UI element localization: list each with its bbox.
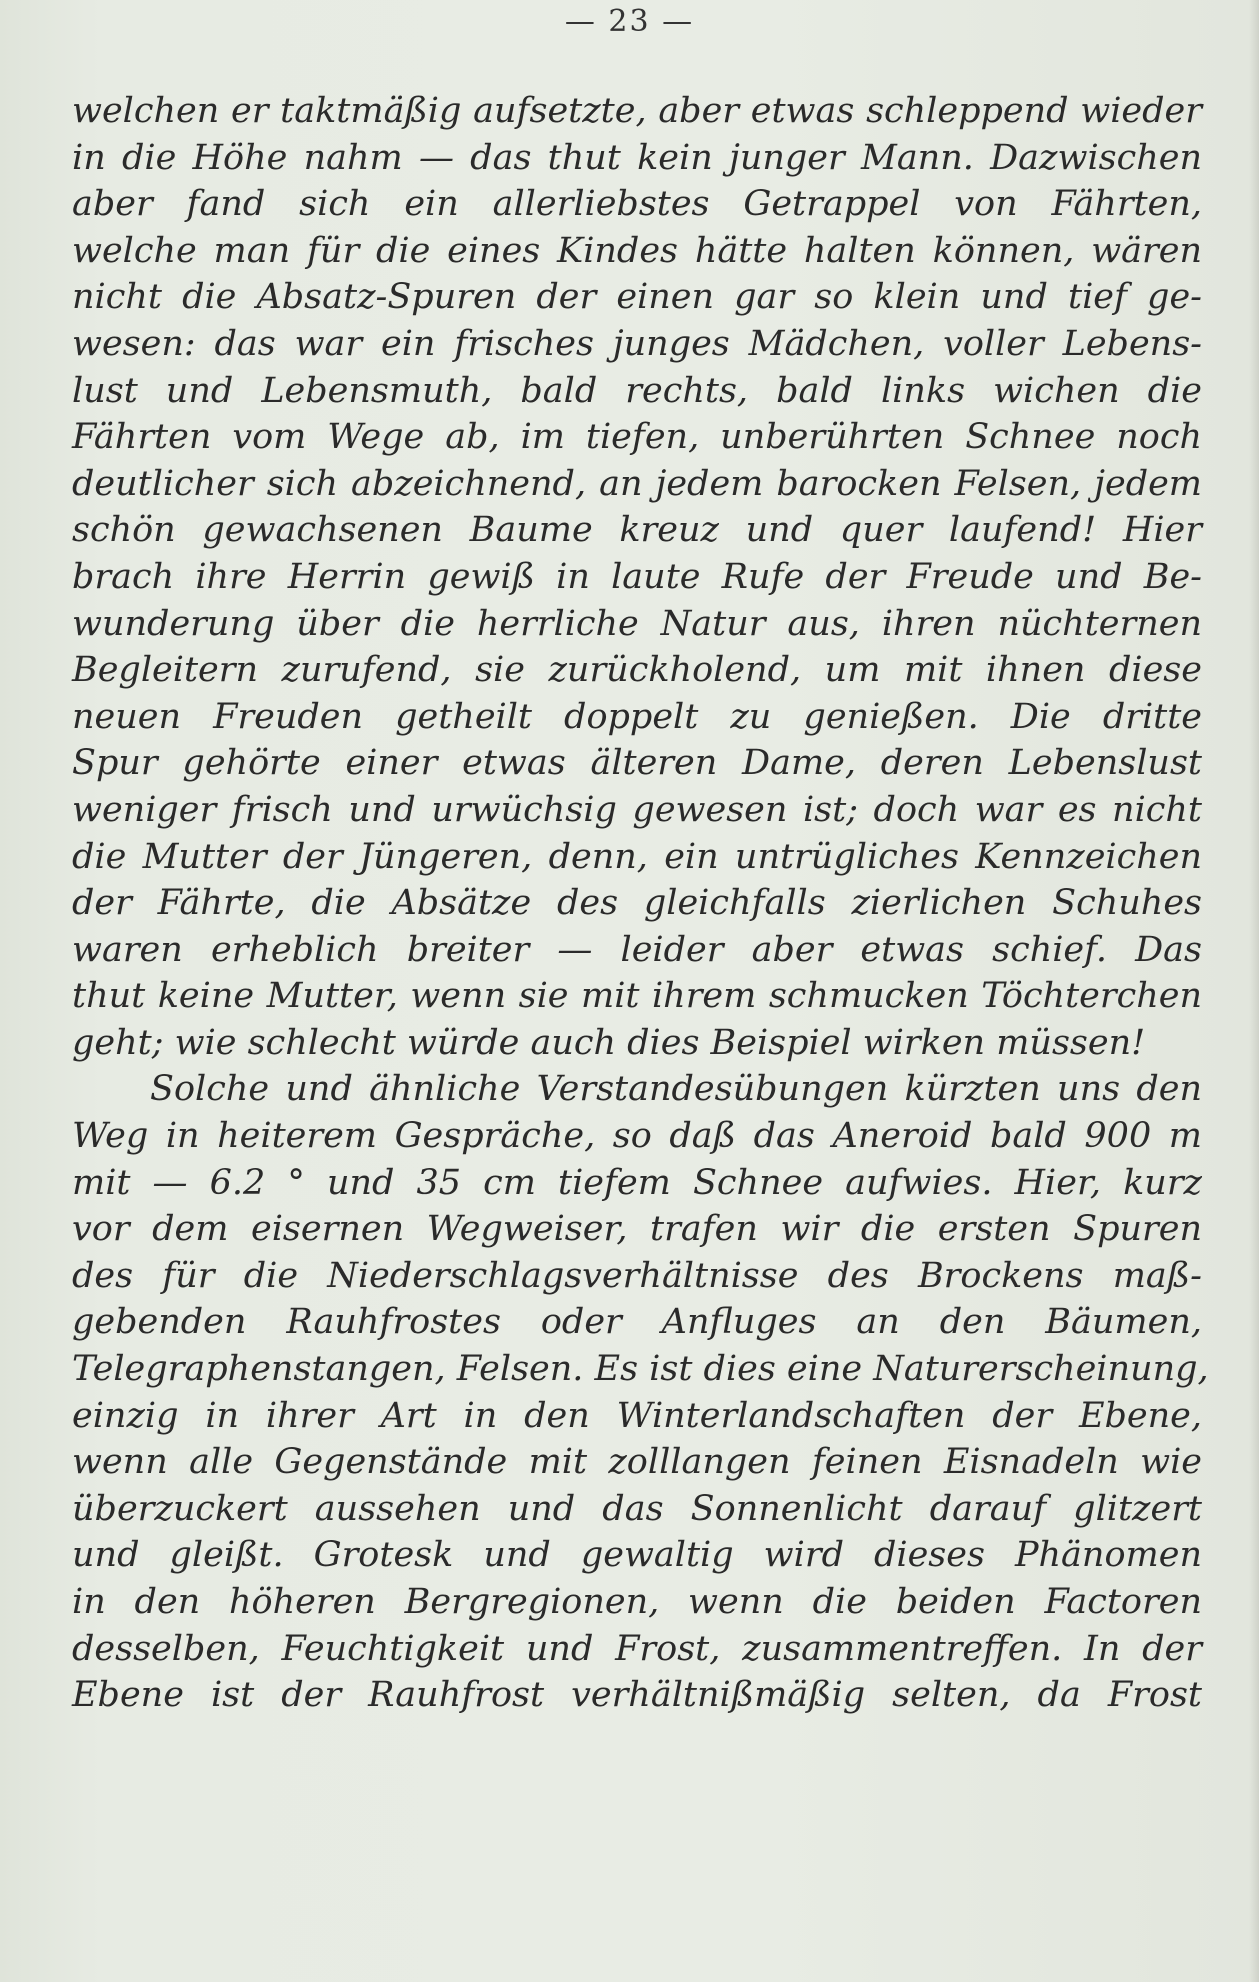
text-line: vor dem eisernen Wegweiser, trafen wir die ersten Spuren (72, 1209, 1202, 1250)
text-line: Weg in heiterem Gespräche, so daß das Aneroid bald 900 m (72, 1116, 1202, 1157)
text-line: gebenden Rauhfrostes oder Anfluges an den Bäumen, (72, 1302, 1202, 1343)
text-line: wenn alle Gegenstände mit zolllangen feinen Eisnadeln wie (72, 1442, 1202, 1483)
text-line: deutlicher sich abzeichnend, an jedem barocken Felsen, jedem (72, 463, 1202, 504)
text-line: wesen: das war ein frisches junges Mädchen, voller Lebens- (72, 323, 1202, 364)
text-line: wunderung über die herrliche Natur aus, ihren nüchternen (72, 603, 1202, 644)
page-edge-shadow (1249, 0, 1259, 1982)
text-line: desselben, Feuchtigkeit und Frost, zusammentreffen. In der (72, 1628, 1202, 1669)
text-line: waren erheblich breiter — leider aber etwas schief. Das (72, 929, 1202, 970)
text-line: mit — 6.2 ° und 35 cm tiefem Schnee aufwies. Hier, kurz (72, 1162, 1202, 1203)
text-line: in die Höhe nahm — das thut kein junger Mann. Dazwischen (72, 137, 1202, 178)
text-line: aber fand sich ein allerliebstes Getrappel von Fährten, (72, 184, 1202, 225)
text-line: neuen Freuden getheilt doppelt zu genießen. Die dritte (72, 696, 1202, 737)
text-line: Spur gehörte einer etwas älteren Dame, deren Lebenslust (72, 743, 1202, 784)
text-line: Begleitern zurufend, sie zurückholend, um mit ihnen diese (72, 650, 1202, 691)
text-line: schön gewachsenen Baume kreuz und quer laufend! Hier (72, 510, 1202, 551)
text-line: überzuckert aussehen und das Sonnenlicht darauf glitzert (72, 1488, 1202, 1529)
paragraph-end-line: geht; wie schlecht würde auch dies Beispiel wirken müssen! (72, 1022, 1146, 1063)
text-line: und gleißt. Grotesk und gewaltig wird dieses Phänomen (72, 1535, 1202, 1576)
body-text (72, 88, 1209, 1719)
text-line: welche man für die eines Kindes hätte halten können, wären (72, 230, 1202, 271)
text-line: brach ihre Herrin gewiß in laute Rufe der Freude und Be- (72, 556, 1202, 597)
text-line: der Fährte, die Absätze des gleichfalls zierlichen Schuhes (72, 883, 1202, 924)
text-line: welchen er taktmäßig aufsetzte, aber etwas schleppend wieder (72, 91, 1202, 131)
text-line: die Mutter der Jüngeren, denn, ein untrügliches Kennzeichen (72, 836, 1202, 877)
text-line: Ebene ist der Rauhfrost verhältnißmäßig selten, da Frost (72, 1675, 1202, 1716)
text-line: nicht die Absatz-Spuren der einen gar so klein und tief ge- (72, 277, 1202, 318)
text-line: Fährten vom Wege ab, im tiefen, unberührten Schnee noch (72, 417, 1202, 458)
text-line: lust und Lebensmuth, bald rechts, bald links wichen die (72, 370, 1202, 411)
page-number-header: — 23 — (564, 4, 695, 39)
text-line: thut keine Mutter, wenn sie mit ihrem schmucken Töchterchen (72, 976, 1202, 1017)
text-line: weniger frisch und urwüchsig gewesen ist; doch war es nicht (72, 789, 1202, 830)
text-line: einzig in ihrer Art in den Winterlandschaften der Ebene, (72, 1395, 1202, 1436)
paragraph-start-line: Solche und ähnliche Verstandesübungen kürzten uns den (150, 1069, 1202, 1110)
text-line: des für die Niederschlagsverhältnisse des Brockens maß- (72, 1255, 1202, 1296)
text-line: in den höheren Bergregionen, wenn die beiden Factoren (72, 1582, 1202, 1622)
text-line: Telegraphenstangen, Felsen. Es ist dies eine Naturerscheinung, (72, 1349, 1209, 1390)
